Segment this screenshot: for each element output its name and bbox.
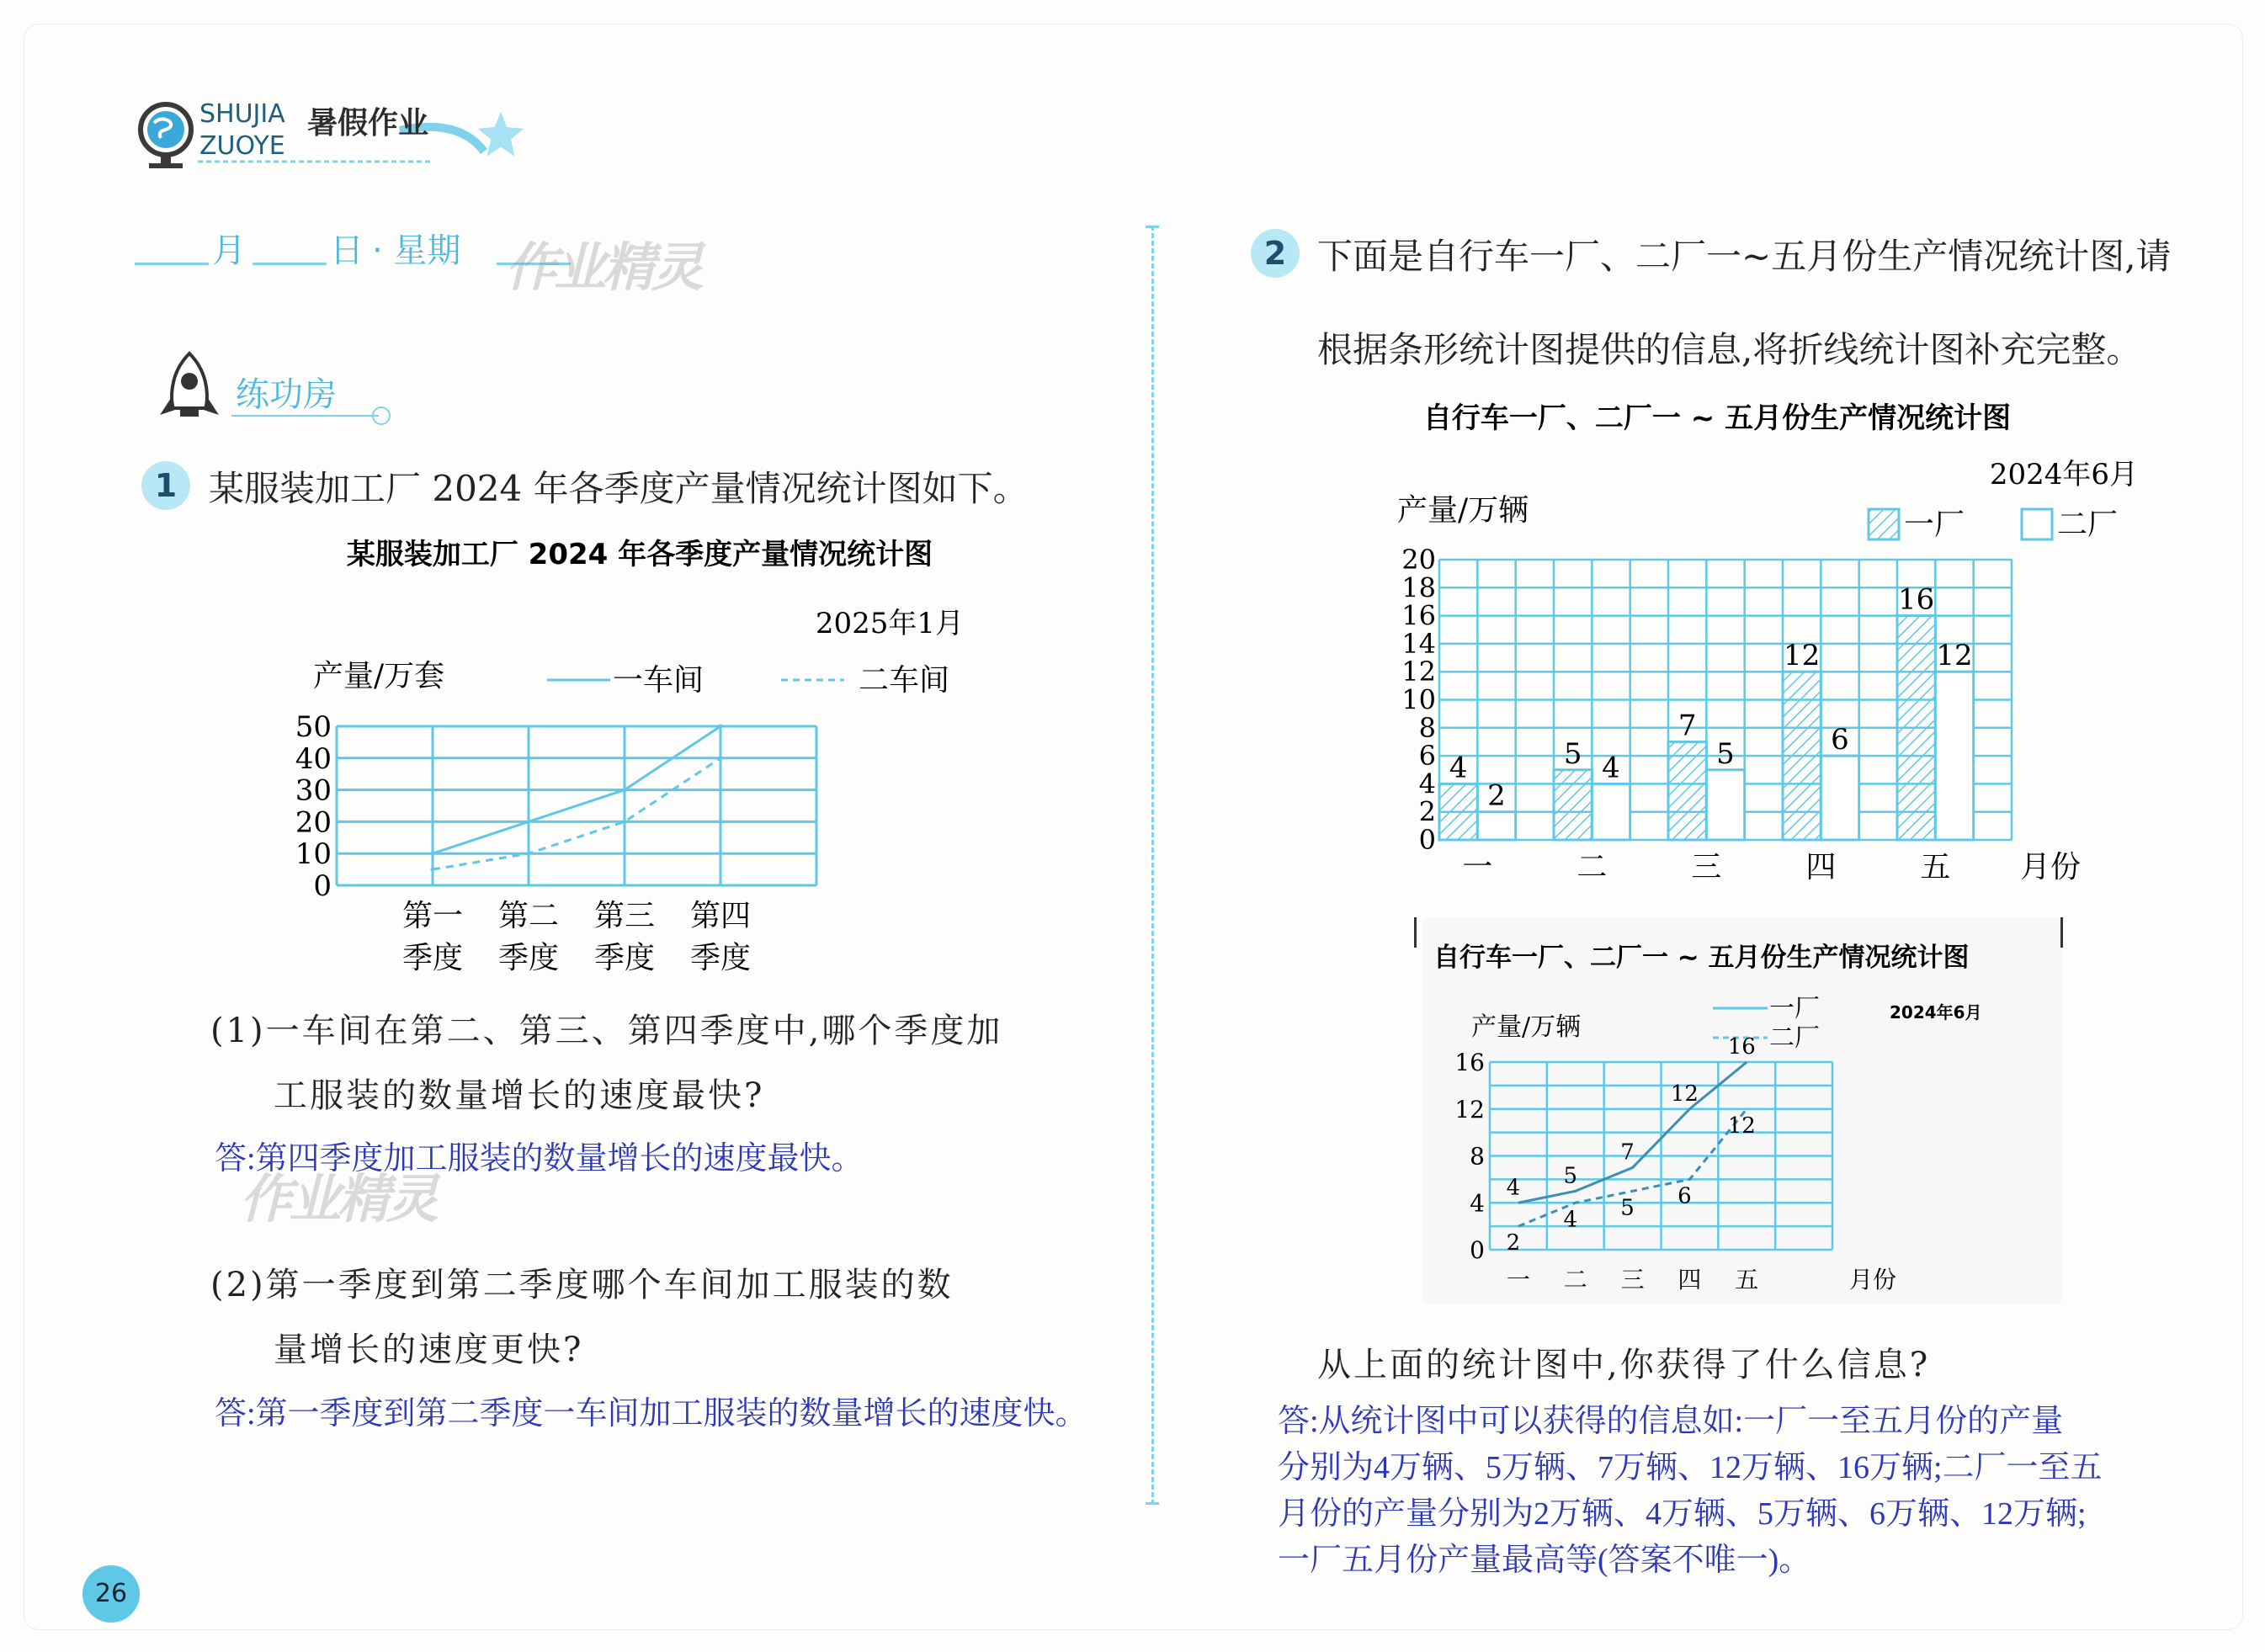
x-tick-label: 四 (1805, 850, 1837, 884)
x-tick-label: 第二 (497, 899, 560, 933)
q2-answer-line4: 一厂五月份产量最高等(答案不唯一)。 (1278, 1543, 1811, 1578)
x-tick-label: 季度 (497, 941, 560, 975)
watermark-mid: 作业精灵 (240, 1168, 436, 1230)
x-tick-label: 二 (1576, 850, 1608, 884)
chart-date: 2024年6月 (1890, 1002, 1982, 1023)
bar-factory2 (1592, 784, 1630, 840)
logo-line2: ZUOYE (199, 131, 285, 161)
data-point-0 (719, 725, 723, 729)
y-tick-label: 2 (1418, 795, 1436, 828)
data-point-1 (527, 852, 531, 856)
x-tick-label: 五 (1735, 1266, 1759, 1293)
data-point-1 (719, 756, 723, 760)
y-tick-label: 0 (313, 869, 332, 903)
bar-label-factory2: 5 (1716, 736, 1735, 771)
x-axis-label: 月份 (1849, 1266, 1897, 1293)
bar-factory1 (1554, 770, 1592, 840)
x-tick-label: 三 (1620, 1266, 1645, 1293)
rocket-icon (152, 349, 227, 425)
x-tick-label: 第三 (593, 899, 656, 933)
q2-info-question: 从上面的统计图中,你获得了什么信息? (1317, 1346, 1931, 1384)
legend-swatch-1 (2022, 509, 2052, 539)
bar-factory2 (1477, 812, 1515, 840)
x-tick-label: 季度 (401, 941, 464, 975)
bar-factory1 (1668, 741, 1706, 840)
legend-swatch-0 (1869, 509, 1899, 539)
center-divider (1151, 226, 1154, 1505)
date-day: 日 (330, 231, 364, 270)
legend-label-0: 一厂 (1769, 994, 1820, 1023)
data-label-0: 5 (1563, 1163, 1578, 1189)
divider-cap-bottom (1146, 1502, 1159, 1505)
legend-label-1: 二车间 (859, 663, 950, 698)
y-tick-label: 8 (1418, 711, 1436, 744)
bar-label-factory2: 6 (1831, 723, 1849, 757)
bar-factory2 (1706, 770, 1744, 840)
data-point-0 (623, 788, 627, 792)
x-tick-label: 四 (1677, 1266, 1702, 1293)
chart-title: 自行车一厂、二厂一 ~ 五月份生产情况统计图 (1422, 401, 2012, 435)
y-tick-label: 30 (295, 773, 332, 808)
chart-title: 自行车一厂、二厂一 ~ 五月份生产情况统计图 (1433, 943, 1970, 973)
y-tick-label: 12 (1454, 1095, 1485, 1123)
y-tick-label: 16 (1401, 599, 1436, 632)
data-label-0: 12 (1670, 1081, 1699, 1107)
data-point-0 (431, 852, 435, 856)
q2-answer-line2: 分别为4万辆、5万辆、7万辆、12万辆、16万辆;二厂一至五 (1278, 1450, 2103, 1485)
q1-sub2-line2: 量增长的速度更快? (274, 1331, 584, 1369)
data-label-0: 16 (1727, 1034, 1756, 1060)
x-axis-label: 月份 (2020, 850, 2082, 884)
q2-prompt-line2: 根据条形统计图提供的信息,将折线统计图补充完整。 (1317, 329, 2142, 370)
bar-label-factory2: 4 (1602, 751, 1620, 785)
y-tick-label: 10 (1401, 683, 1436, 716)
logo-title: 暑假作业 (307, 106, 429, 141)
page-number: 26 (94, 1579, 128, 1608)
bar-label-factory2: 12 (1936, 639, 1973, 673)
date-week: · 星期 (372, 231, 461, 270)
q2-prompt-line1: 下面是自行车一厂、二厂一~五月份生产情况统计图,请 (1317, 236, 2172, 277)
q2-bar-chart (1330, 396, 2188, 884)
data-label-1: 6 (1677, 1183, 1692, 1209)
logo (130, 93, 526, 173)
watermark-top: 作业精灵 (505, 236, 701, 298)
x-tick-label: 三 (1691, 850, 1722, 884)
x-tick-label: 五 (1920, 850, 1951, 884)
data-point-1 (431, 868, 435, 872)
y-tick-label: 0 (1418, 824, 1436, 856)
data-label-0: 7 (1620, 1139, 1635, 1166)
bar-label-factory1: 5 (1563, 736, 1582, 771)
y-axis-label: 产量/万套 (313, 659, 445, 693)
q1-sub2-line1: (2)第一季度到第二季度哪个车间加工服装的数 (210, 1266, 954, 1304)
bar-factory1 (1897, 616, 1935, 840)
y-tick-label: 12 (1401, 656, 1436, 688)
date-month: 月 (212, 231, 246, 270)
y-tick-label: 8 (1470, 1142, 1485, 1171)
y-tick-label: 4 (1470, 1189, 1485, 1218)
q2-answer-line3: 月份的产量分别为2万辆、4万辆、5万辆、6万辆、12万辆; (1278, 1496, 2087, 1532)
q1-line-chart (278, 530, 1002, 985)
q1-sub1-line1: (1)一车间在第二、第三、第四季度中,哪个季度加 (210, 1012, 1003, 1050)
y-tick-label: 6 (1418, 740, 1436, 773)
legend-label-0: 一厂 (1904, 507, 1965, 542)
chart-date: 2024年6月 (1989, 458, 2138, 491)
bar-label-factory1: 4 (1449, 751, 1468, 785)
bar-label-factory1: 16 (1898, 582, 1935, 617)
chart-title: 某服装加工厂 2024 年各季度产量情况统计图 (346, 538, 933, 571)
q1-prompt: 某服装加工厂 2024 年各季度产量情况统计图如下。 (209, 468, 1029, 509)
y-axis-label: 产量/万辆 (1471, 1012, 1582, 1042)
data-point-0 (527, 820, 531, 824)
y-tick-label: 0 (1470, 1236, 1485, 1264)
legend-label-1: 二厂 (2057, 507, 2119, 542)
data-label-1: 2 (1506, 1230, 1521, 1256)
q2-number: 2 (1251, 229, 1300, 278)
data-point-1 (623, 820, 627, 824)
section-title: 练功房 (236, 375, 337, 414)
q2-line-chart (1422, 917, 2062, 1304)
x-tick-label: 一 (1506, 1266, 1530, 1293)
bar-factory2 (1821, 756, 1858, 840)
y-tick-label: 16 (1454, 1049, 1485, 1076)
q1-sub1-line2: 工服装的数量增长的速度最快? (274, 1076, 765, 1115)
section-header (152, 349, 404, 425)
data-label-1: 4 (1563, 1207, 1578, 1233)
data-label-1: 12 (1727, 1113, 1756, 1139)
bar-label-factory1: 12 (1784, 639, 1821, 673)
q1-number: 1 (141, 461, 190, 510)
x-tick-label: 季度 (593, 941, 656, 975)
logo-line1: SHUJIA (199, 99, 285, 129)
legend-label-1: 二厂 (1769, 1023, 1820, 1053)
x-tick-label: 第四 (689, 899, 752, 933)
y-tick-label: 20 (1401, 544, 1436, 576)
bar-factory1 (1439, 784, 1477, 840)
y-tick-label: 10 (295, 837, 332, 872)
y-tick-label: 40 (295, 741, 332, 776)
bar-factory1 (1783, 672, 1821, 840)
y-tick-label: 14 (1401, 627, 1436, 660)
q2-answer-line1: 答:从统计图中可以获得的信息如:一厂一至五月份的产量 (1278, 1404, 2064, 1439)
data-label-1: 5 (1620, 1195, 1635, 1221)
y-tick-label: 20 (295, 805, 332, 840)
x-tick-label: 第一 (401, 899, 464, 933)
chart-date: 2025年1月 (815, 607, 964, 640)
bar-label-factory2: 2 (1487, 778, 1506, 813)
x-tick-label: 二 (1563, 1266, 1587, 1293)
bar-factory2 (1935, 672, 1973, 840)
y-tick-label: 18 (1401, 571, 1436, 604)
data-label-0: 4 (1506, 1175, 1521, 1201)
y-tick-label: 50 (295, 710, 332, 744)
q1-answer1: 答:第四季度加工服装的数量增长的速度最快。 (215, 1141, 864, 1177)
bar-label-factory1: 7 (1677, 709, 1697, 743)
y-tick-label: 4 (1418, 768, 1436, 800)
divider-cap-top (1146, 226, 1159, 228)
y-axis-label: 产量/万辆 (1397, 493, 1529, 528)
legend-label-0: 一车间 (613, 663, 704, 698)
x-tick-label: 一 (1462, 850, 1493, 884)
q1-answer2: 答:第一季度到第二季度一车间加工服装的数量增长的速度快。 (215, 1396, 1087, 1432)
x-tick-label: 季度 (689, 941, 752, 975)
